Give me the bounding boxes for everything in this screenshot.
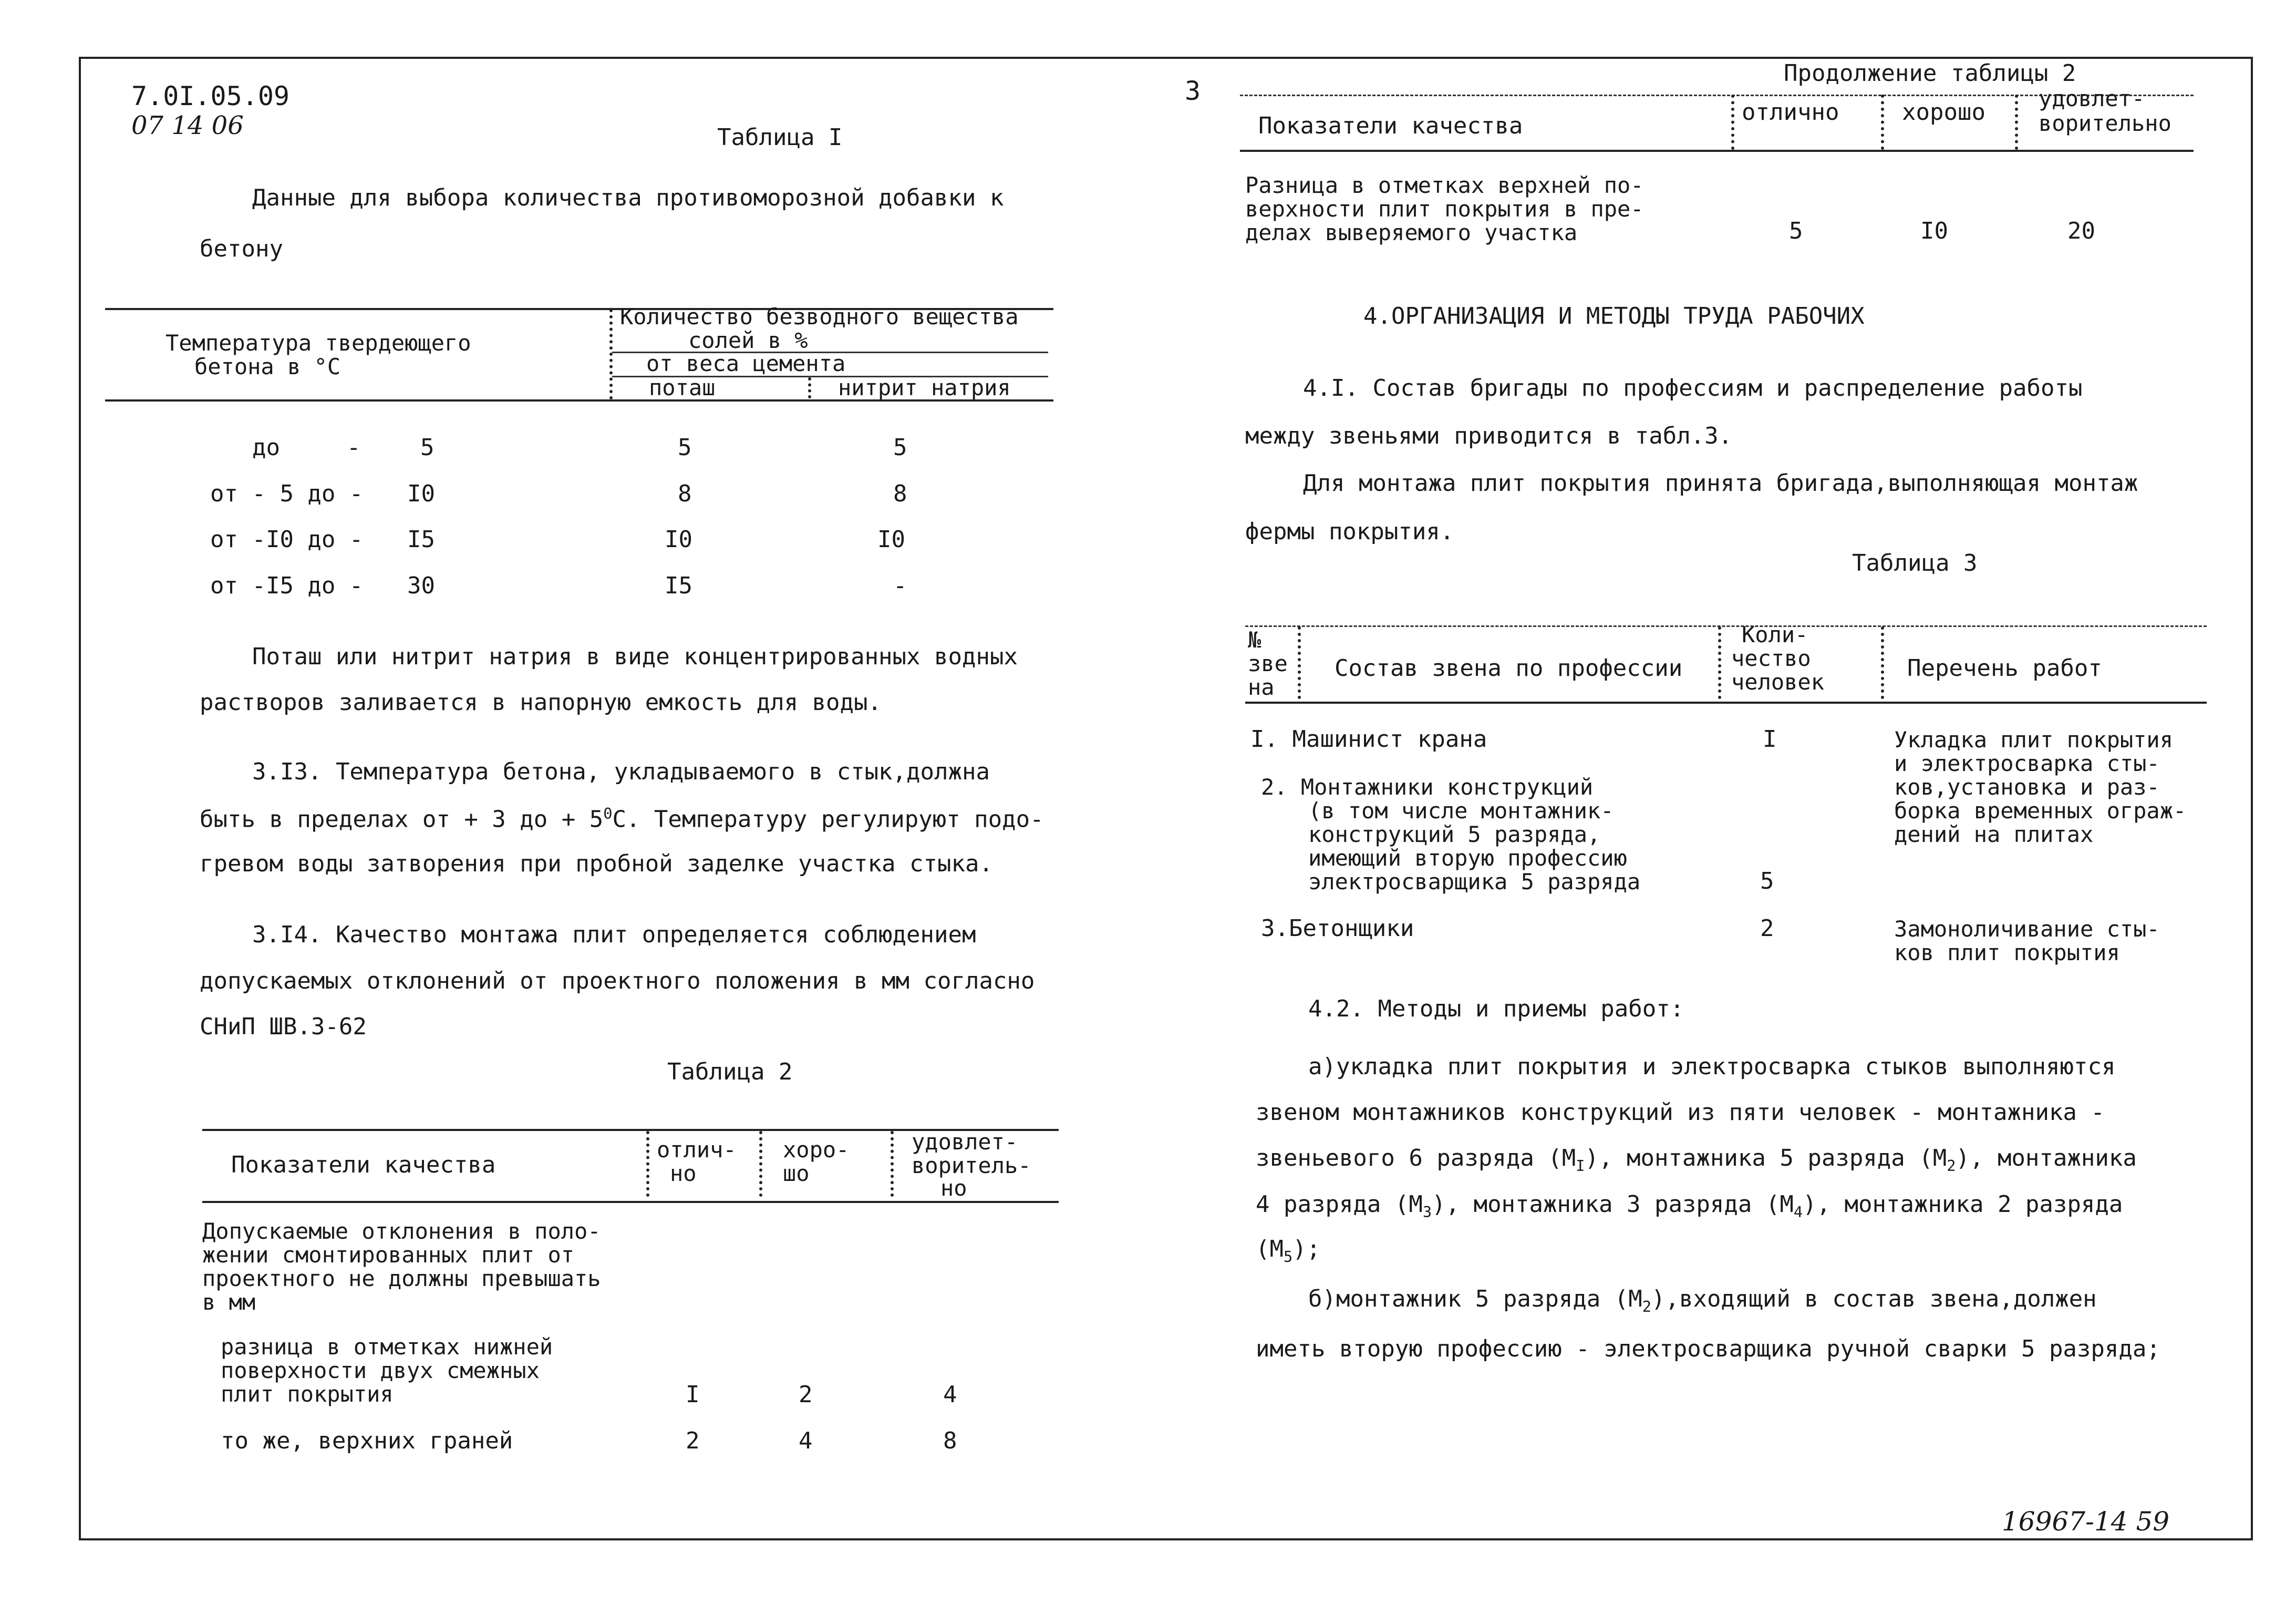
- table3-divider1: [1298, 626, 1301, 699]
- table3-row2-qty: 5: [1760, 868, 1774, 895]
- table2-cont-header-indicator: Показатели качества: [1258, 112, 1523, 139]
- table1-row2-potash: 8: [678, 480, 692, 507]
- table1-col1-header-line1: Температура твердеющего: [166, 330, 471, 356]
- table1-caption-line2: бетону: [200, 235, 283, 262]
- doc-code: 7.0I.05.09: [131, 81, 290, 111]
- table2-header-satisf-l3: но: [940, 1175, 967, 1201]
- table3-header-bottom-rule: [1245, 702, 2207, 704]
- para-42a-l1: а)укладка плит покрытия и электросварка стыков выполняются: [1308, 1053, 2116, 1080]
- para-42a-l4-c: ), монтажника 2 разряда: [1803, 1191, 2123, 1218]
- table1-col2-header-line2: солей в %: [688, 327, 808, 353]
- table2-row1-l1: разница в отметках нижней: [221, 1334, 553, 1360]
- table3-header-composition: Состав звена по профессии: [1335, 655, 1683, 682]
- table3-header-qty-l3: человек: [1731, 669, 1825, 695]
- table2-cont-title: Продолжение таблицы 2: [1784, 60, 2076, 87]
- table2-header-bottom-rule: [202, 1201, 1059, 1203]
- table3-row3-work-l1: Замоноличивание сты-: [1894, 916, 2160, 942]
- table2-header-divider2: [759, 1131, 762, 1197]
- para-42a-l2: звеном монтажников конструкций из пяти человек - монтажника -: [1256, 1099, 2105, 1126]
- table1-col2-header-line1: Количество безводного вещества: [620, 304, 1019, 330]
- para-42a-l3-sub1: I: [1576, 1157, 1585, 1175]
- para-41-line1: 4.I. Состав бригады по профессиям и распределение работы: [1303, 375, 2083, 402]
- para-42a-l5-b: );: [1292, 1236, 1321, 1262]
- table1-col1-header-line2: [194, 355, 340, 378]
- table3-header-qty-l1: Коли-: [1742, 622, 1808, 647]
- table3-header-no-l2: зве: [1248, 651, 1288, 676]
- table3-header-no-l3: на: [1248, 674, 1275, 700]
- para-313-line3: гревом воды затворения при пробной заделке участка стыка.: [200, 850, 993, 877]
- table2-cont-header-good: хорошо: [1902, 99, 1985, 126]
- table3-row2-l2: (в том числе монтажник-: [1308, 798, 1614, 824]
- table1-subcol-nitrite: нитрит натрия: [838, 375, 1011, 400]
- table3-row2-l4: имеющий вторую профессию: [1308, 845, 1627, 871]
- para-42-title: 4.2. Методы и приемы работ:: [1308, 995, 1684, 1022]
- para-314-line2: допускаемых отклонений от проектного положения в мм согласно: [200, 968, 1035, 994]
- table1-row4-prefix: от -I5 до -: [210, 572, 364, 599]
- table2-cont-row-l2: верхности плит покрытия в пре-: [1245, 196, 1644, 222]
- para-42a-l4-a: 4 разряда (М: [1256, 1191, 1423, 1218]
- table1-row4-nitrite: -: [893, 572, 907, 599]
- table1-row3-temp: I5: [407, 526, 435, 553]
- table1-title: Таблица I: [717, 124, 843, 151]
- table3-row1-work-l2: и электросварка сты-: [1894, 751, 2160, 776]
- table1-col1-header-unit: °С: [314, 354, 341, 379]
- table2-header-good-l2: шо: [783, 1160, 810, 1186]
- table2-cont-header-satisf-l2: ворительно: [2039, 110, 2171, 136]
- table1-caption-line1: Данные для выбора количества противоморозной добавки к: [252, 184, 1004, 211]
- table2-cont-header-bottom-rule: [1240, 150, 2194, 152]
- table2-row1-excellent: I: [686, 1381, 700, 1408]
- table2-row2-excellent: 2: [686, 1427, 700, 1454]
- table3-row1-work-l1: Укладка плит покрытия: [1894, 727, 2174, 753]
- table1-row1-prefix: до: [252, 434, 280, 461]
- table2-cont-row-l1: Разница в отметках верхней по-: [1245, 172, 1644, 198]
- table2-title: Таблица 2: [667, 1058, 793, 1085]
- para-314-line1: 3.I4. Качество монтажа плит определяется соблюдением: [252, 921, 976, 948]
- table3-row1-work-l3: ков,установка и раз-: [1894, 774, 2160, 800]
- table3-row1-work-l4: борка временных ограж-: [1894, 798, 2187, 824]
- footer-handwritten-number: 16967-14 59: [2002, 1506, 2170, 1537]
- table1-subcol-potash: поташ: [649, 375, 716, 400]
- para-41b-line2: фермы покрытия.: [1245, 518, 1454, 545]
- table2-group-l3: проектного не должны превышать: [202, 1266, 601, 1291]
- para-42b-l2: иметь вторую профессию - электросварщика ручной сварки 5 разряда;: [1256, 1335, 2160, 1362]
- para-42a-l4-b: ), монтажника 3 разряда (М: [1432, 1191, 1794, 1218]
- table1-row1-mid: -: [347, 434, 361, 461]
- para-42b-l1-sub: 2: [1642, 1298, 1651, 1315]
- table2-header-excellent-l1: отлич-: [657, 1137, 737, 1163]
- para-42b-l1-a: б)монтажник 5 разряда (М: [1308, 1286, 1642, 1312]
- para-42b-l1: [1308, 1288, 2097, 1314]
- table3-row1-name: I. Машинист крана: [1250, 726, 1487, 753]
- para-41b-line1: Для монтажа плит покрытия принята бригада,выполняющая монтаж: [1303, 470, 2138, 497]
- table2-row1-satisf: 4: [943, 1381, 957, 1408]
- para-41-line2: между звеньями приводится в табл.3.: [1245, 423, 1733, 449]
- table2-cont-row-good: I0: [1920, 218, 1948, 244]
- table1-col2-header-line3: от веса цемента: [646, 351, 846, 376]
- table2-group-l1: Допускаемые отклонения в поло-: [202, 1218, 601, 1244]
- table2-header-satisf-l2: воритель-: [912, 1153, 1031, 1178]
- table1-col1-header-text: бетона в: [194, 354, 301, 379]
- para-42a-l4: [1256, 1193, 2123, 1220]
- table2-row2-l1: то же, верхних граней: [221, 1427, 513, 1454]
- table1-row4-potash: I5: [665, 572, 692, 599]
- table2-row1-good: 2: [799, 1381, 813, 1408]
- table2-cont-divider3: [2015, 95, 2018, 150]
- para-42a-l3-sub2: 2: [1947, 1157, 1956, 1175]
- table1-row3-prefix: от -I0 до -: [210, 526, 364, 553]
- table1-row4-temp: 30: [407, 572, 435, 599]
- table3-row3-work-l2: ков плит покрытия: [1894, 940, 2120, 965]
- table3-row3-name: 3.Бетонщики: [1261, 915, 1414, 942]
- para-42a-l4-sub1: 3: [1422, 1203, 1432, 1221]
- page-number: 3: [1185, 76, 1201, 106]
- table3-row2-l1: 2. Монтажники конструкций: [1261, 774, 1594, 800]
- table2-cont-row-l3: делах выверяемого участка: [1245, 220, 1578, 245]
- para-42b-l1-b: ),входящий в состав звена,должен: [1651, 1286, 2097, 1312]
- table1-row3-nitrite: I0: [877, 526, 905, 553]
- para-313-line2-b: С. Температуру регулируют подо-: [612, 806, 1044, 833]
- table2-cont-row-excellent: 5: [1789, 218, 1803, 244]
- table1-subcol-divider: [808, 377, 811, 398]
- para-42a-l3: [1256, 1147, 2137, 1174]
- table2-header-excellent-l2: но: [670, 1160, 697, 1186]
- table1-row3-potash: I0: [665, 526, 692, 553]
- table3-row1-work-l5: дений на плитах: [1894, 821, 2094, 847]
- para-42a-l5-sub: 5: [1283, 1248, 1293, 1266]
- para-42a-l3-c: ), монтажника: [1956, 1145, 2137, 1171]
- table3-divider3: [1881, 626, 1884, 699]
- table2-header-satisf-l1: удовлет-: [912, 1129, 1018, 1155]
- table1-header-bottom-rule: [105, 399, 1053, 402]
- table2-header-indicator: Показатели качества: [231, 1152, 496, 1178]
- para-42a-l5: [1256, 1238, 1320, 1265]
- para-313-line2-sup: 0: [603, 805, 613, 823]
- section-4-title: 4.ОРГАНИЗАЦИЯ И МЕТОДЫ ТРУДА РАБОЧИХ: [1363, 303, 1865, 330]
- para-42a-l5-a: (М: [1256, 1236, 1284, 1262]
- table3-header-works: Перечень работ: [1907, 655, 2102, 682]
- table2-header-good-l1: хоро-: [783, 1137, 850, 1163]
- table3-header-qty-l2: чество: [1731, 645, 1811, 671]
- table2-group-l2: жении смонтированных плит от: [202, 1242, 575, 1268]
- table2-row1-l2: поверхности двух смежных: [221, 1358, 540, 1383]
- doc-date-handwritten: 07 14 06: [131, 111, 244, 140]
- table1-row2-prefix: от - 5 до -: [210, 480, 364, 507]
- table3-divider2: [1718, 626, 1721, 699]
- table3-title: Таблица 3: [1852, 550, 1978, 577]
- table3-row2-l5: электросварщика 5 разряда: [1308, 869, 1641, 895]
- table3-header-no-l1: №: [1248, 627, 1261, 653]
- table2-cont-header-excellent: отлично: [1742, 99, 1839, 126]
- table1-row2-temp: I0: [407, 480, 435, 507]
- table1-row1-nitrite: 5: [893, 434, 907, 461]
- table1-header-divider: [609, 309, 613, 399]
- table3-row2-l3: конструкций 5 разряда,: [1308, 821, 1601, 847]
- para-313-line2-a: быть в пределах от + 3 до + 5: [200, 806, 604, 833]
- table2-cont-row-satisf: 20: [2067, 218, 2095, 244]
- para-potash-line1: Поташ или нитрит натрия в виде концентрированных водных: [252, 643, 1018, 670]
- table2-group-l4: в мм: [202, 1289, 256, 1315]
- table2-row2-satisf: 8: [943, 1427, 957, 1454]
- para-313-line1: 3.I3. Температура бетона, укладываемого в стык,должна: [252, 758, 990, 785]
- table3-row3-qty: 2: [1760, 915, 1774, 942]
- table1-row2-nitrite: 8: [893, 480, 907, 507]
- para-314-line3: СНиП ШВ.3-62: [200, 1013, 367, 1040]
- para-potash-line2: растворов заливается в напорную емкость для воды.: [200, 689, 882, 716]
- table3-top-rule: [1245, 625, 2207, 627]
- table1-row1-potash: 5: [678, 434, 692, 461]
- para-313-line2: [200, 806, 1044, 831]
- table2-header-divider3: [891, 1131, 894, 1197]
- table2-cont-divider1: [1731, 95, 1734, 150]
- table3-row1-qty: I: [1763, 726, 1777, 753]
- table2-header-divider1: [646, 1131, 649, 1197]
- table1-row1-temp: 5: [420, 434, 435, 461]
- table2-cont-header-satisf-l1: удовлет-: [2039, 86, 2145, 111]
- para-42a-l3-b: ), монтажника 5 разряда (М: [1585, 1145, 1947, 1171]
- para-42a-l3-a: звеньевого 6 разряда (М: [1256, 1145, 1576, 1171]
- table2-row1-l3: плит покрытия: [221, 1381, 394, 1407]
- table2-row2-good: 4: [799, 1427, 813, 1454]
- table2-cont-divider2: [1881, 95, 1884, 150]
- para-42a-l4-sub2: 4: [1793, 1203, 1803, 1221]
